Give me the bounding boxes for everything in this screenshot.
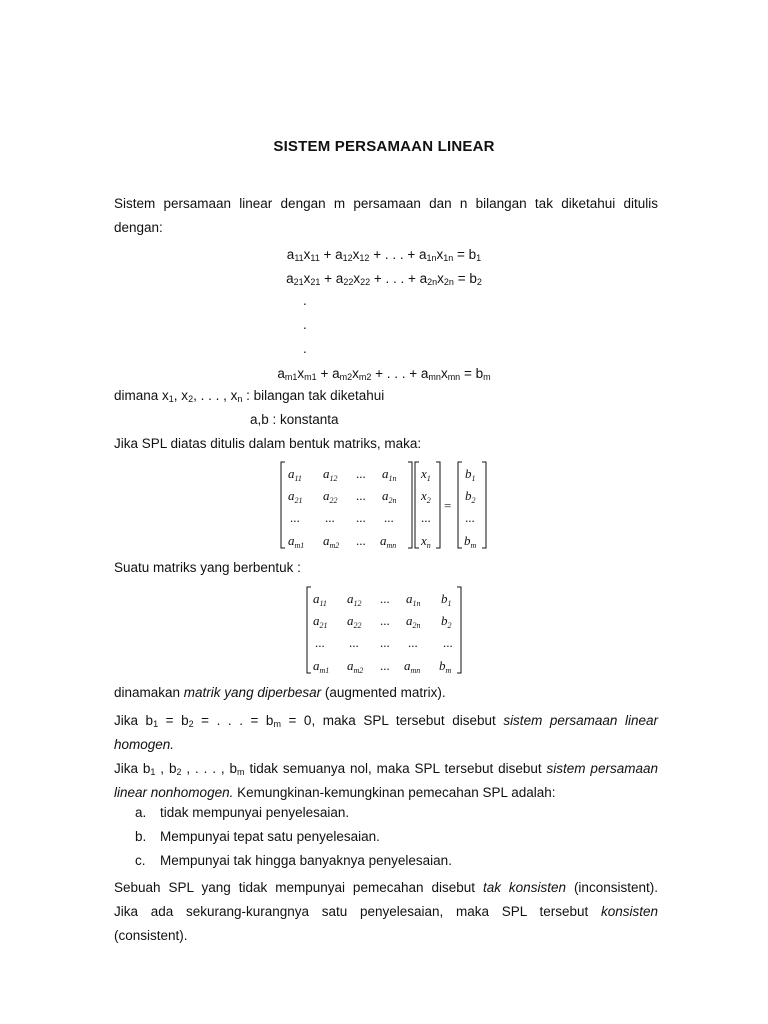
svg-text:a12: $a_{12}$ bbox=[323, 466, 338, 483]
svg-text:am1: $a_{m1}$ bbox=[288, 533, 305, 550]
svg-text:xn: $x_n$ bbox=[421, 533, 431, 550]
term-konsisten: konsisten bbox=[600, 904, 658, 919]
svg-text:x2: $x_2$ bbox=[421, 488, 431, 505]
svg-text:...: ... bbox=[384, 510, 394, 525]
svg-text:...: ... bbox=[380, 658, 390, 673]
term-homogen: homogen. bbox=[114, 737, 175, 752]
vertical-dot: . bbox=[303, 341, 307, 356]
konsisten-line-2 bbox=[114, 900, 658, 924]
svg-text:b1: $b_1$ bbox=[441, 591, 452, 608]
svg-text:a1n: $a_{1n}$ bbox=[406, 591, 421, 608]
svg-text:a11: $a_{11}$ bbox=[313, 591, 327, 608]
vertical-dot: . bbox=[303, 293, 307, 308]
svg-text:a11: $a_{11}$ bbox=[288, 466, 302, 483]
svg-text:...: ... bbox=[380, 635, 390, 650]
konsisten-line-3: (consistent). bbox=[114, 928, 188, 943]
term-tak-konsisten: tak konsisten bbox=[482, 880, 566, 895]
konstanta-line: a,b : konstanta bbox=[250, 412, 339, 427]
svg-text:am2: $a_{m2}$ bbox=[323, 533, 340, 550]
homogen-line-1: Jika $b_1 = b_2$ = . . . = $b_m = 0$, maka SPL tersebut disebut sistem persamaan linear bbox=[114, 713, 658, 729]
intro-line-1: Sistem persamaan linear dengan m persamaan dan n bilangan tak diketahui ditulis bbox=[114, 196, 658, 211]
page-title: SISTEM PERSAMAAN LINEAR bbox=[273, 138, 495, 155]
homogen-line-2 bbox=[114, 733, 658, 757]
svg-text:a2n: $a_{2n}$ bbox=[382, 488, 397, 505]
svg-text:a21: $a_{21}$ bbox=[288, 488, 303, 505]
nonhomogen-mid: tidak semuanya nol, maka SPL tersebut disebut bbox=[249, 761, 542, 776]
dimana-prefix: dimana x bbox=[114, 388, 169, 403]
svg-text:...: ... bbox=[356, 510, 366, 525]
jika-matrix-line: Jika SPL diatas ditulis dalam bentuk matriks, maka: bbox=[114, 436, 422, 451]
intro-line-2: dengan: bbox=[114, 220, 163, 235]
dimana-desc: : bilangan tak diketahui bbox=[246, 388, 385, 403]
konsisten-l1-pre: Sebuah SPL yang tidak mempunyai pemecahan disebut bbox=[114, 880, 475, 895]
svg-text:...: ... bbox=[325, 510, 335, 525]
svg-text:...: ... bbox=[349, 635, 359, 650]
svg-text:...: ... bbox=[408, 635, 418, 650]
list-item bbox=[135, 829, 380, 844]
equation-row-1: $a_{11}x_{11} + a_{12}x_{12}$ + . . . + $a_{1n}x_{1n} = b_1$ bbox=[286, 247, 482, 263]
list-text: Mempunyai tak hingga banyaknya penyelesaian. bbox=[160, 853, 452, 868]
svg-text:x1: $x_1$ bbox=[421, 466, 431, 483]
svg-text:amn: $a_{mn}$ bbox=[380, 533, 397, 550]
list-text: Mempunyai tepat satu penyelesaian. bbox=[160, 829, 380, 844]
nonhomogen-post: Kemungkinan-kemungkinan pemecahan SPL adalah: bbox=[233, 785, 556, 800]
svg-text:bm: $b_m$ bbox=[439, 658, 452, 675]
konsisten-l2-pre: Jika ada sekurang-kurangnya satu penyelesaian, maka SPL tersebut bbox=[114, 904, 589, 919]
svg-text:a12: $a_{12}$ bbox=[347, 591, 362, 608]
konsisten-line-1 bbox=[114, 876, 658, 900]
svg-text:...: ... bbox=[315, 635, 325, 650]
list-item bbox=[135, 805, 349, 820]
list-label: c. bbox=[135, 853, 146, 868]
svg-text:...: ... bbox=[290, 510, 300, 525]
equation-row-2: $a_{21}x_{21} + a_{22}x_{22}$ + . . . + $a_{2n}x_{2n} = b_2$ bbox=[286, 271, 482, 287]
list-label: a. bbox=[135, 805, 147, 820]
nonhomogen-line-1: Jika $b_1$ , $b_2$ , . . . , $b_m$ tidak semuanya nol, maka SPL tersebut disebut sistem persamaan bbox=[114, 761, 658, 777]
svg-text:bm: $b_m$ bbox=[464, 533, 477, 550]
svg-text:...: ... bbox=[465, 510, 475, 525]
svg-text:...: ... bbox=[356, 488, 366, 503]
svg-text:=: = bbox=[444, 498, 452, 513]
svg-text:b2: $b_2$ bbox=[465, 488, 476, 505]
svg-text:...: ... bbox=[443, 635, 453, 650]
dimana-line: dimana $x_1$, $x_2$, . . . , $x_n$ : bilangan tak diketahui bbox=[114, 388, 385, 404]
nonhomogen-line-2 bbox=[114, 781, 658, 805]
term-sistem-persamaan: sistem persamaan bbox=[546, 761, 658, 776]
list-label: b. bbox=[135, 829, 147, 844]
svg-text:am2: $a_{m2}$ bbox=[347, 658, 364, 675]
svg-text:b2: $b_2$ bbox=[441, 613, 452, 630]
svg-text:a1n: $a_{1n}$ bbox=[382, 466, 397, 483]
svg-text:...: ... bbox=[356, 466, 366, 481]
augmented-matrix bbox=[302, 584, 468, 676]
term-spl: sistem persamaan linear bbox=[503, 713, 658, 728]
term-augmented: matrik yang diperbesar bbox=[183, 685, 322, 700]
list-item bbox=[135, 853, 452, 868]
equation-row-m: $a_{m1}x_{m1} + a_{m2}x_{m2}$ + . . . + $a_{mn}x_{mn} = b_m$ bbox=[277, 366, 491, 382]
svg-text:...: ... bbox=[356, 533, 366, 548]
dinamakan-line bbox=[114, 685, 446, 700]
list-text: tidak mempunyai penyelesaian. bbox=[160, 805, 350, 820]
svg-text:am1: $a_{m1}$ bbox=[313, 658, 330, 675]
svg-text:a22: $a_{22}$ bbox=[323, 488, 338, 505]
homogen-l1-post: , maka SPL tersebut disebut bbox=[311, 713, 496, 728]
matrix-equation bbox=[276, 458, 496, 552]
term-nonhomogen: linear nonhomogen. bbox=[114, 785, 234, 800]
svg-text:...: ... bbox=[380, 613, 390, 628]
dinamakan-pre: dinamakan bbox=[114, 685, 184, 700]
svg-text:a2n: $a_{2n}$ bbox=[406, 613, 421, 630]
svg-text:...: ... bbox=[380, 591, 390, 606]
dinamakan-post: (augmented matrix). bbox=[321, 685, 446, 700]
svg-text:...: ... bbox=[421, 510, 431, 525]
svg-text:a22: $a_{22}$ bbox=[347, 613, 362, 630]
svg-text:b1: $b_1$ bbox=[465, 466, 476, 483]
svg-text:amn: $a_{mn}$ bbox=[404, 658, 421, 675]
vertical-dot: . bbox=[303, 317, 307, 332]
suatu-line: Suatu matriks yang berbentuk : bbox=[114, 560, 301, 575]
svg-text:a21: $a_{21}$ bbox=[313, 613, 328, 630]
konsisten-l1-post: (inconsistent). bbox=[573, 880, 658, 895]
